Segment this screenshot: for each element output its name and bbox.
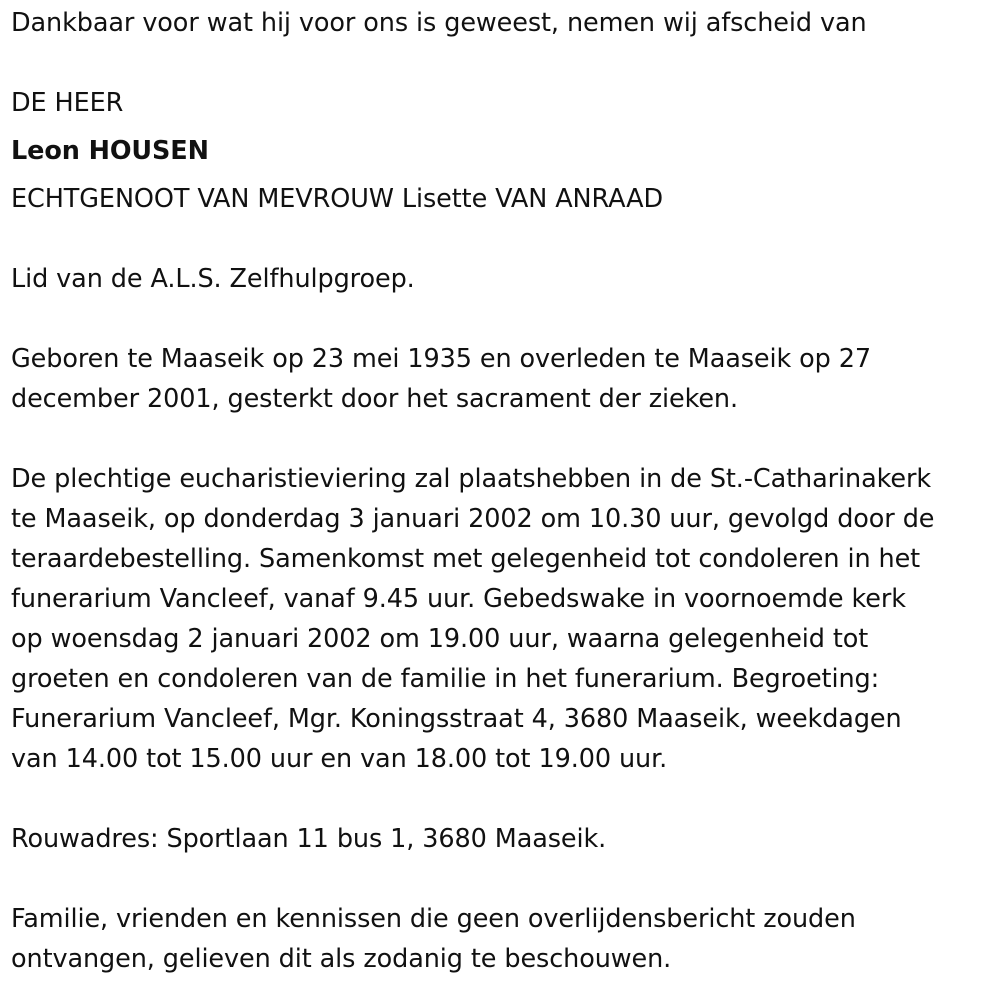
address-text: Rouwadres: Sportlaan 11 bus 1, 3680 Maaseik. [11, 824, 607, 854]
closing-line: ontvangen, gelieven dit als zodanig te beschouwen. [11, 944, 672, 974]
ceremony-line: De plechtige eucharistieviering zal plaatshebben in de St.-Catharinakerk [11, 464, 931, 494]
birth-death-line: december 2001, gesterkt door het sacrament der zieken. [11, 384, 739, 414]
ceremony-line: Funerarium Vancleef, Mgr. Koningsstraat 4, 3680 Maaseik, weekdagen [11, 704, 902, 734]
deceased-name: Leon HOUSEN [11, 136, 209, 166]
ceremony-line: funerarium Vancleef, vanaf 9.45 uur. Gebedswake in voornoemde kerk [11, 584, 906, 614]
ceremony-line: groeten en condoleren van de familie in het funerarium. Begroeting: [11, 664, 880, 694]
birth-death-line: Geboren te Maaseik op 23 mei 1935 en overleden te Maaseik op 27 [11, 344, 872, 374]
ceremony-line: van 14.00 tot 15.00 uur en van 18.00 tot 19.00 uur. [11, 744, 668, 774]
closing-line: Familie, vrienden en kennissen die geen overlijdensbericht zouden [11, 904, 856, 934]
ceremony-line: op woensdag 2 januari 2002 om 19.00 uur, waarna gelegenheid tot [11, 624, 869, 654]
ceremony-line: te Maaseik, op donderdag 3 januari 2002 om 10.30 uur, gevolgd door de [11, 504, 935, 534]
ceremony-line: teraardebestelling. Samenkomst met gelegenheid tot condoleren in het [11, 544, 921, 574]
spouse-line: ECHTGENOOT VAN MEVROUW Lisette VAN ANRAAD [11, 184, 664, 214]
membership-text: Lid van de A.L.S. Zelfhulpgroep. [11, 264, 415, 294]
title-line: DE HEER [11, 88, 124, 118]
intro-text: Dankbaar voor wat hij voor ons is geweest, nemen wij afscheid van [11, 8, 867, 38]
